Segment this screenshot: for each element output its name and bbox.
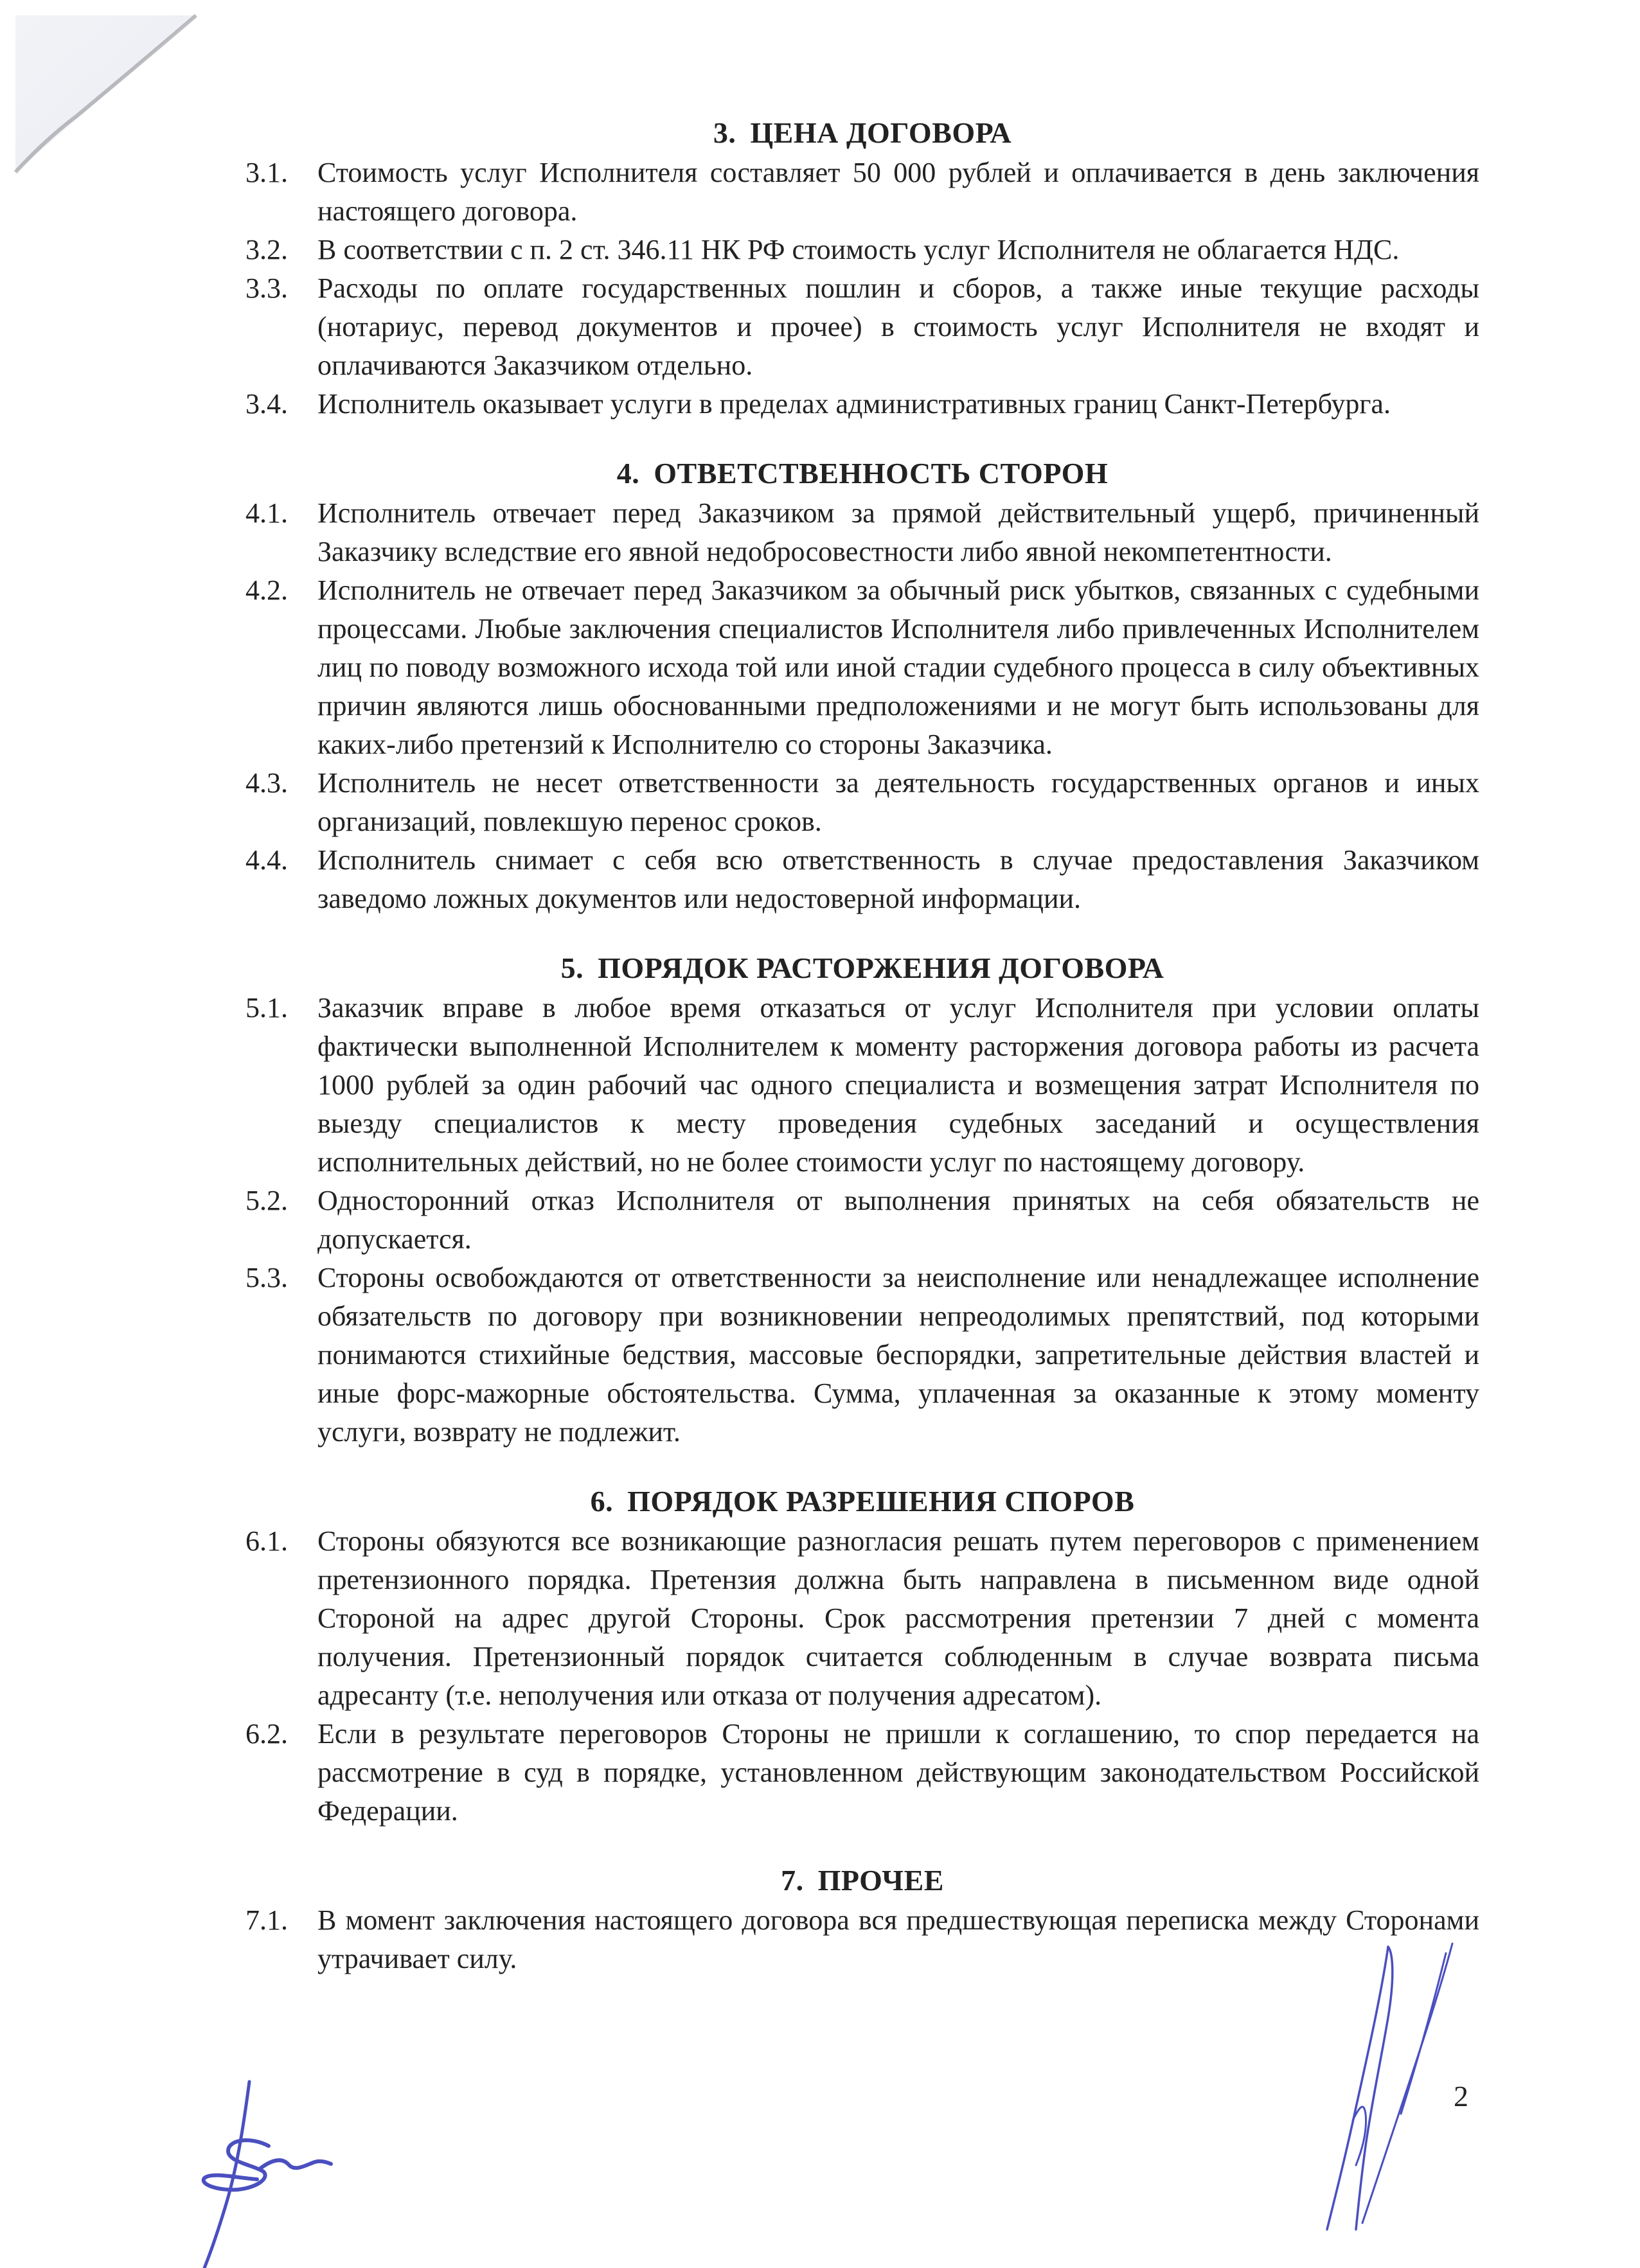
clause-number: 6.1. bbox=[245, 1525, 288, 1557]
section-number: 3. bbox=[713, 116, 736, 149]
signature-left bbox=[193, 2075, 386, 2268]
page-number: 2 bbox=[1454, 2080, 1468, 2113]
section-title-text: ПОРЯДОК РАЗРЕШЕНИЯ СПОРОВ bbox=[627, 1485, 1135, 1518]
clause-number: 5.2. bbox=[245, 1185, 288, 1216]
clause bbox=[245, 1182, 1479, 1259]
clause-text: Исполнитель снимает с себя всю ответственность в случае предоставления Заказчиком заведомо ложных документов или недостоверной информации. bbox=[317, 844, 1479, 914]
clause-number: 4.1. bbox=[245, 497, 288, 529]
section-title-text: ОТВЕТСТВЕННОСТЬ СТОРОН bbox=[654, 457, 1109, 490]
clause-number: 3.3. bbox=[245, 272, 288, 304]
clause-text: Расходы по оплате государственных пошлин и сборов, а также иные текущие расходы (нотариус, перевод документов и прочее) в стоимость услуг Исполнителя не входят и оплачиваются Заказчиком отдельно. bbox=[317, 272, 1479, 381]
clause bbox=[245, 841, 1479, 918]
clause bbox=[245, 269, 1479, 385]
section-heading bbox=[245, 453, 1479, 494]
section-heading bbox=[245, 1481, 1479, 1522]
clause-number: 3.4. bbox=[245, 388, 288, 420]
section-liability bbox=[245, 453, 1479, 918]
section-title-text: ПОРЯДОК РАСТОРЖЕНИЯ ДОГОВОРА bbox=[598, 952, 1164, 984]
section-title-text: ПРОЧЕЕ bbox=[817, 1864, 944, 1897]
clause-text: Исполнитель не отвечает перед Заказчиком за обычный риск убытков, связанных с судебными процессами. Любые заключения специалистов Исполнителя либо привлеченных Исполнителем лиц по поводу возможного исхода той или иной стадии судебного процесса в силу объективных причин являются лишь обоснованными предположениями и не могут быть использованы для каких-либо претензий к Исполнителю со стороны Заказчика. bbox=[317, 574, 1479, 760]
clause-text: Заказчик вправе в любое время отказаться от услуг Исполнителя при условии оплаты фактически выполненной Исполнителем к моменту расторжения договора работы из расчета 1000 рублей за один рабочий час одного специалиста и возмещения затрат Исполнителя по выезду специалистов к месту проведения судебных заседаний и осуществления исполнительных действий, но не более стоимости услуг по настоящему договору. bbox=[317, 992, 1479, 1178]
section-heading bbox=[245, 1860, 1479, 1901]
clause bbox=[245, 1715, 1479, 1830]
document-body bbox=[245, 112, 1479, 2008]
clause bbox=[245, 385, 1479, 423]
clause-text: В момент заключения настоящего договора вся предшествующая переписка между Сторонами утрачивает силу. bbox=[317, 1904, 1479, 1974]
clause-text: Если в результате переговоров Стороны не пришли к соглашению, то спор передается на рассмотрение в суд в порядке, установленном действующим законодательством Российской Федерации. bbox=[317, 1718, 1479, 1827]
section-number: 7. bbox=[781, 1864, 804, 1897]
clause bbox=[245, 231, 1479, 269]
signature-right bbox=[1292, 1940, 1497, 2249]
folded-corner-shadow bbox=[0, 0, 199, 173]
clause bbox=[245, 571, 1479, 764]
clause-number: 4.2. bbox=[245, 574, 288, 606]
clause-text: Стоимость услуг Исполнителя составляет 50 000 рублей и оплачивается в день заключения настоящего договора. bbox=[317, 157, 1479, 227]
clause-text: Односторонний отказ Исполнителя от выполнения принятых на себя обязательств не допускается. bbox=[317, 1185, 1479, 1255]
section-number: 5. bbox=[560, 952, 584, 984]
clause-text: Исполнитель оказывает услуги в пределах административных границ Санкт-Петербурга. bbox=[317, 388, 1391, 420]
clause bbox=[245, 1259, 1479, 1451]
section-number: 6. bbox=[590, 1485, 614, 1518]
clause-text: В соответствии с п. 2 ст. 346.11 НК РФ стоимость услуг Исполнителя не облагается НДС. bbox=[317, 234, 1400, 265]
clause-text: Исполнитель не несет ответственности за деятельность государственных органов и иных организаций, повлекшую перенос сроков. bbox=[317, 767, 1479, 837]
clause-text: Стороны обязуются все возникающие разногласия решать путем переговоров с применением претензионного порядка. Претензия должна быть направлена в письменном виде одной Стороной на адрес другой Стороны. Срок рассмотрения претензии 7 дней с момента получения. Претензионный порядок считается соблюденным в случае возврата письма адресанту (т.е. неполучения или отказа от получения адресатом). bbox=[317, 1525, 1479, 1711]
clause bbox=[245, 494, 1479, 571]
clause-number: 3.1. bbox=[245, 157, 288, 188]
clause bbox=[245, 1522, 1479, 1715]
clause-number: 4.4. bbox=[245, 844, 288, 876]
clause bbox=[245, 154, 1479, 231]
clause-number: 5.1. bbox=[245, 992, 288, 1023]
section-title-text: ЦЕНА ДОГОВОРА bbox=[750, 116, 1012, 149]
section-disputes bbox=[245, 1481, 1479, 1830]
clause-text: Стороны освобождаются от ответственности за неисполнение или ненадлежащее исполнение обязательств по договору при возникновении непреодолимых препятствий, под которыми понимаются стихийные бедствия, массовые беспорядки, запретительные действия властей и иные форс-мажорные обстоятельства. Сумма, уплаченная за оказанные к этому моменту услуги, возврату не подлежит. bbox=[317, 1262, 1479, 1448]
clause-number: 3.2. bbox=[245, 234, 288, 265]
clause bbox=[245, 764, 1479, 841]
clause-number: 7.1. bbox=[245, 1904, 288, 1936]
section-number: 4. bbox=[616, 457, 640, 490]
clause-number: 4.3. bbox=[245, 767, 288, 799]
clause-text: Исполнитель отвечает перед Заказчиком за прямой действительный ущерб, причиненный Заказчику вследствие его явной недобросовестности либо явной некомпетентности. bbox=[317, 497, 1479, 567]
section-heading bbox=[245, 948, 1479, 989]
section-price bbox=[245, 112, 1479, 423]
clause-number: 6.2. bbox=[245, 1718, 288, 1750]
clause bbox=[245, 989, 1479, 1182]
section-termination bbox=[245, 948, 1479, 1451]
section-heading bbox=[245, 112, 1479, 154]
clause-number: 5.3. bbox=[245, 1262, 288, 1293]
